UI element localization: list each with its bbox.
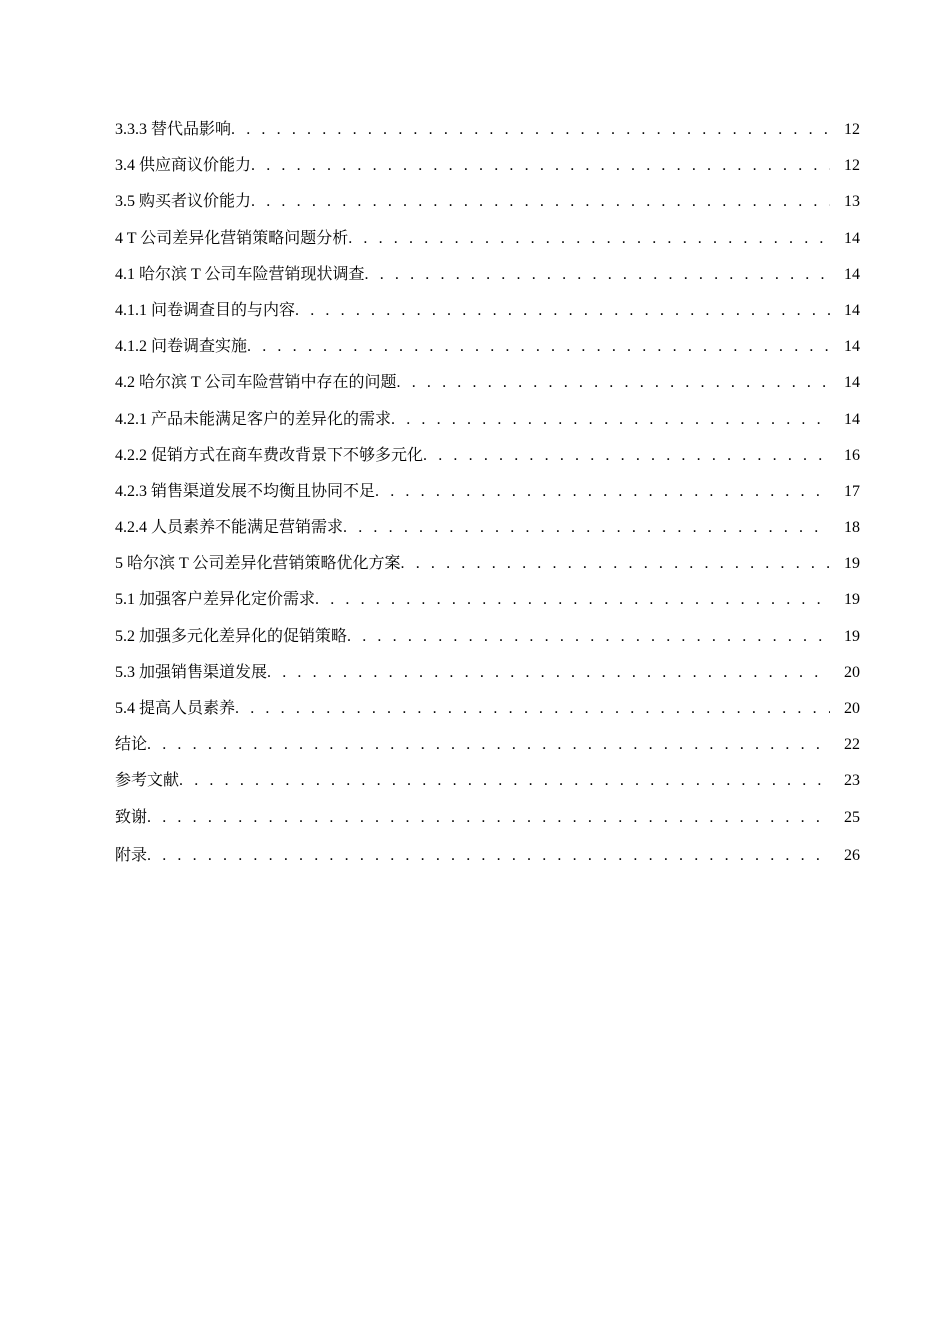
toc-page-number: 12 bbox=[844, 121, 860, 138]
toc-entry[interactable] bbox=[115, 655, 860, 691]
toc-entry[interactable] bbox=[115, 221, 860, 257]
toc-entry-title: 4.1 哈尔滨 T 公司车险营销现状调查 bbox=[115, 265, 365, 283]
toc-entry[interactable] bbox=[115, 510, 860, 546]
toc-entry-title: 4.2.4 人员素养不能满足营销需求 bbox=[115, 519, 344, 537]
toc-dot-leader bbox=[375, 474, 830, 510]
toc-page-number: 18 bbox=[844, 519, 860, 537]
toc-dot-leader bbox=[343, 510, 830, 546]
toc-entry-title: 5.4 提高人员素养 bbox=[115, 700, 236, 717]
toc-entry[interactable] bbox=[115, 329, 860, 365]
toc-entry[interactable] bbox=[115, 727, 860, 763]
toc-page-number: 23 bbox=[844, 772, 860, 790]
toc-entry[interactable] bbox=[115, 257, 860, 293]
toc-dot-leader bbox=[365, 257, 831, 293]
toc-dot-leader bbox=[401, 546, 831, 582]
toc-entry-title: 4.2.1 产品未能满足客户的差异化的需求 bbox=[115, 410, 392, 428]
toc-dot-leader bbox=[247, 329, 830, 365]
toc-entry-title: 5.3 加强销售渠道发展 bbox=[115, 663, 268, 681]
toc-page-number: 14 bbox=[844, 265, 860, 283]
toc-entry[interactable] bbox=[115, 546, 860, 582]
toc-entry-title: 5 哈尔滨 T 公司差异化营销策略优化方案 bbox=[115, 555, 401, 573]
toc-entry-title: 附录 bbox=[115, 846, 148, 864]
toc-dot-leader bbox=[267, 655, 830, 691]
toc-entry[interactable] bbox=[115, 402, 860, 438]
toc-dot-leader bbox=[397, 365, 831, 401]
toc-entry[interactable] bbox=[115, 365, 860, 401]
toc-dot-leader bbox=[231, 112, 830, 148]
toc-entry[interactable] bbox=[115, 582, 860, 618]
toc-dot-leader bbox=[347, 619, 830, 655]
toc-dot-leader bbox=[348, 221, 830, 257]
toc-entry[interactable] bbox=[115, 763, 860, 799]
toc-page-number: 13 bbox=[844, 193, 860, 211]
toc-dot-leader bbox=[295, 293, 830, 329]
toc-entry-title: 结论 bbox=[115, 736, 148, 754]
toc-entry[interactable] bbox=[115, 112, 860, 148]
toc-page-number: 12 bbox=[844, 157, 860, 175]
toc-entry-title: 4.1.1 问卷调查目的与内容 bbox=[115, 301, 296, 319]
toc-page-number: 14 bbox=[844, 338, 860, 356]
toc-entry[interactable] bbox=[115, 148, 860, 184]
toc-entry[interactable] bbox=[115, 184, 860, 220]
toc-entry-title: 3.4 供应商议价能力 bbox=[115, 157, 252, 175]
toc-entry-title: 致谢 bbox=[115, 808, 148, 826]
toc-entry[interactable] bbox=[115, 474, 860, 510]
toc-page-number: 14 bbox=[844, 301, 860, 319]
toc-page-number: 14 bbox=[844, 374, 860, 392]
toc-entry-title: 4.2.3 销售渠道发展不均衡且协同不足 bbox=[115, 482, 376, 500]
toc-page-number: 20 bbox=[844, 663, 860, 681]
toc-page-number: 20 bbox=[844, 700, 860, 717]
toc-dot-leader bbox=[315, 582, 830, 618]
toc-entry-title: 5.1 加强客户差异化定价需求 bbox=[115, 591, 316, 609]
toc-page-number: 14 bbox=[844, 229, 860, 247]
toc-page-number: 22 bbox=[844, 736, 860, 754]
toc-entry[interactable] bbox=[115, 293, 860, 329]
toc-page-number: 26 bbox=[844, 846, 860, 864]
toc-dot-leader bbox=[251, 184, 830, 220]
toc-entry[interactable] bbox=[115, 691, 860, 727]
toc-page-number: 14 bbox=[844, 410, 860, 428]
toc-entry[interactable] bbox=[115, 838, 860, 874]
toc-entry[interactable] bbox=[115, 438, 860, 474]
toc-dot-leader bbox=[147, 727, 830, 763]
toc-dot-leader bbox=[423, 438, 830, 474]
toc-dot-leader bbox=[147, 800, 830, 836]
toc-dot-leader bbox=[251, 148, 830, 184]
toc-entry-title: 4.2.2 促销方式在商车费改背景下不够多元化 bbox=[115, 446, 424, 464]
toc-page-number: 25 bbox=[844, 808, 860, 826]
table-of-contents bbox=[115, 112, 860, 874]
toc-page-number: 19 bbox=[844, 627, 860, 645]
toc-dot-leader bbox=[179, 763, 830, 799]
toc-entry-title: 参考文献 bbox=[115, 772, 180, 790]
toc-page-number: 19 bbox=[844, 555, 860, 573]
toc-entry[interactable] bbox=[115, 619, 860, 655]
toc-entry-title: 3.5 购买者议价能力 bbox=[115, 193, 252, 211]
toc-entry-title: 4 T 公司差异化营销策略问题分析 bbox=[115, 229, 349, 247]
toc-entry[interactable] bbox=[115, 800, 860, 836]
toc-dot-leader bbox=[235, 691, 830, 727]
toc-page-number: 17 bbox=[844, 482, 860, 500]
toc-entry-title: 5.2 加强多元化差异化的促销策略 bbox=[115, 627, 348, 645]
toc-dot-leader bbox=[147, 838, 830, 874]
toc-entry-title: 3.3.3 替代品影响 bbox=[115, 121, 232, 138]
toc-entry-title: 4.2 哈尔滨 T 公司车险营销中存在的问题 bbox=[115, 374, 397, 392]
toc-page-number: 16 bbox=[844, 446, 860, 464]
toc-dot-leader bbox=[391, 402, 830, 438]
toc-page-number: 19 bbox=[844, 591, 860, 609]
toc-entry-title: 4.1.2 问卷调查实施 bbox=[115, 338, 248, 356]
